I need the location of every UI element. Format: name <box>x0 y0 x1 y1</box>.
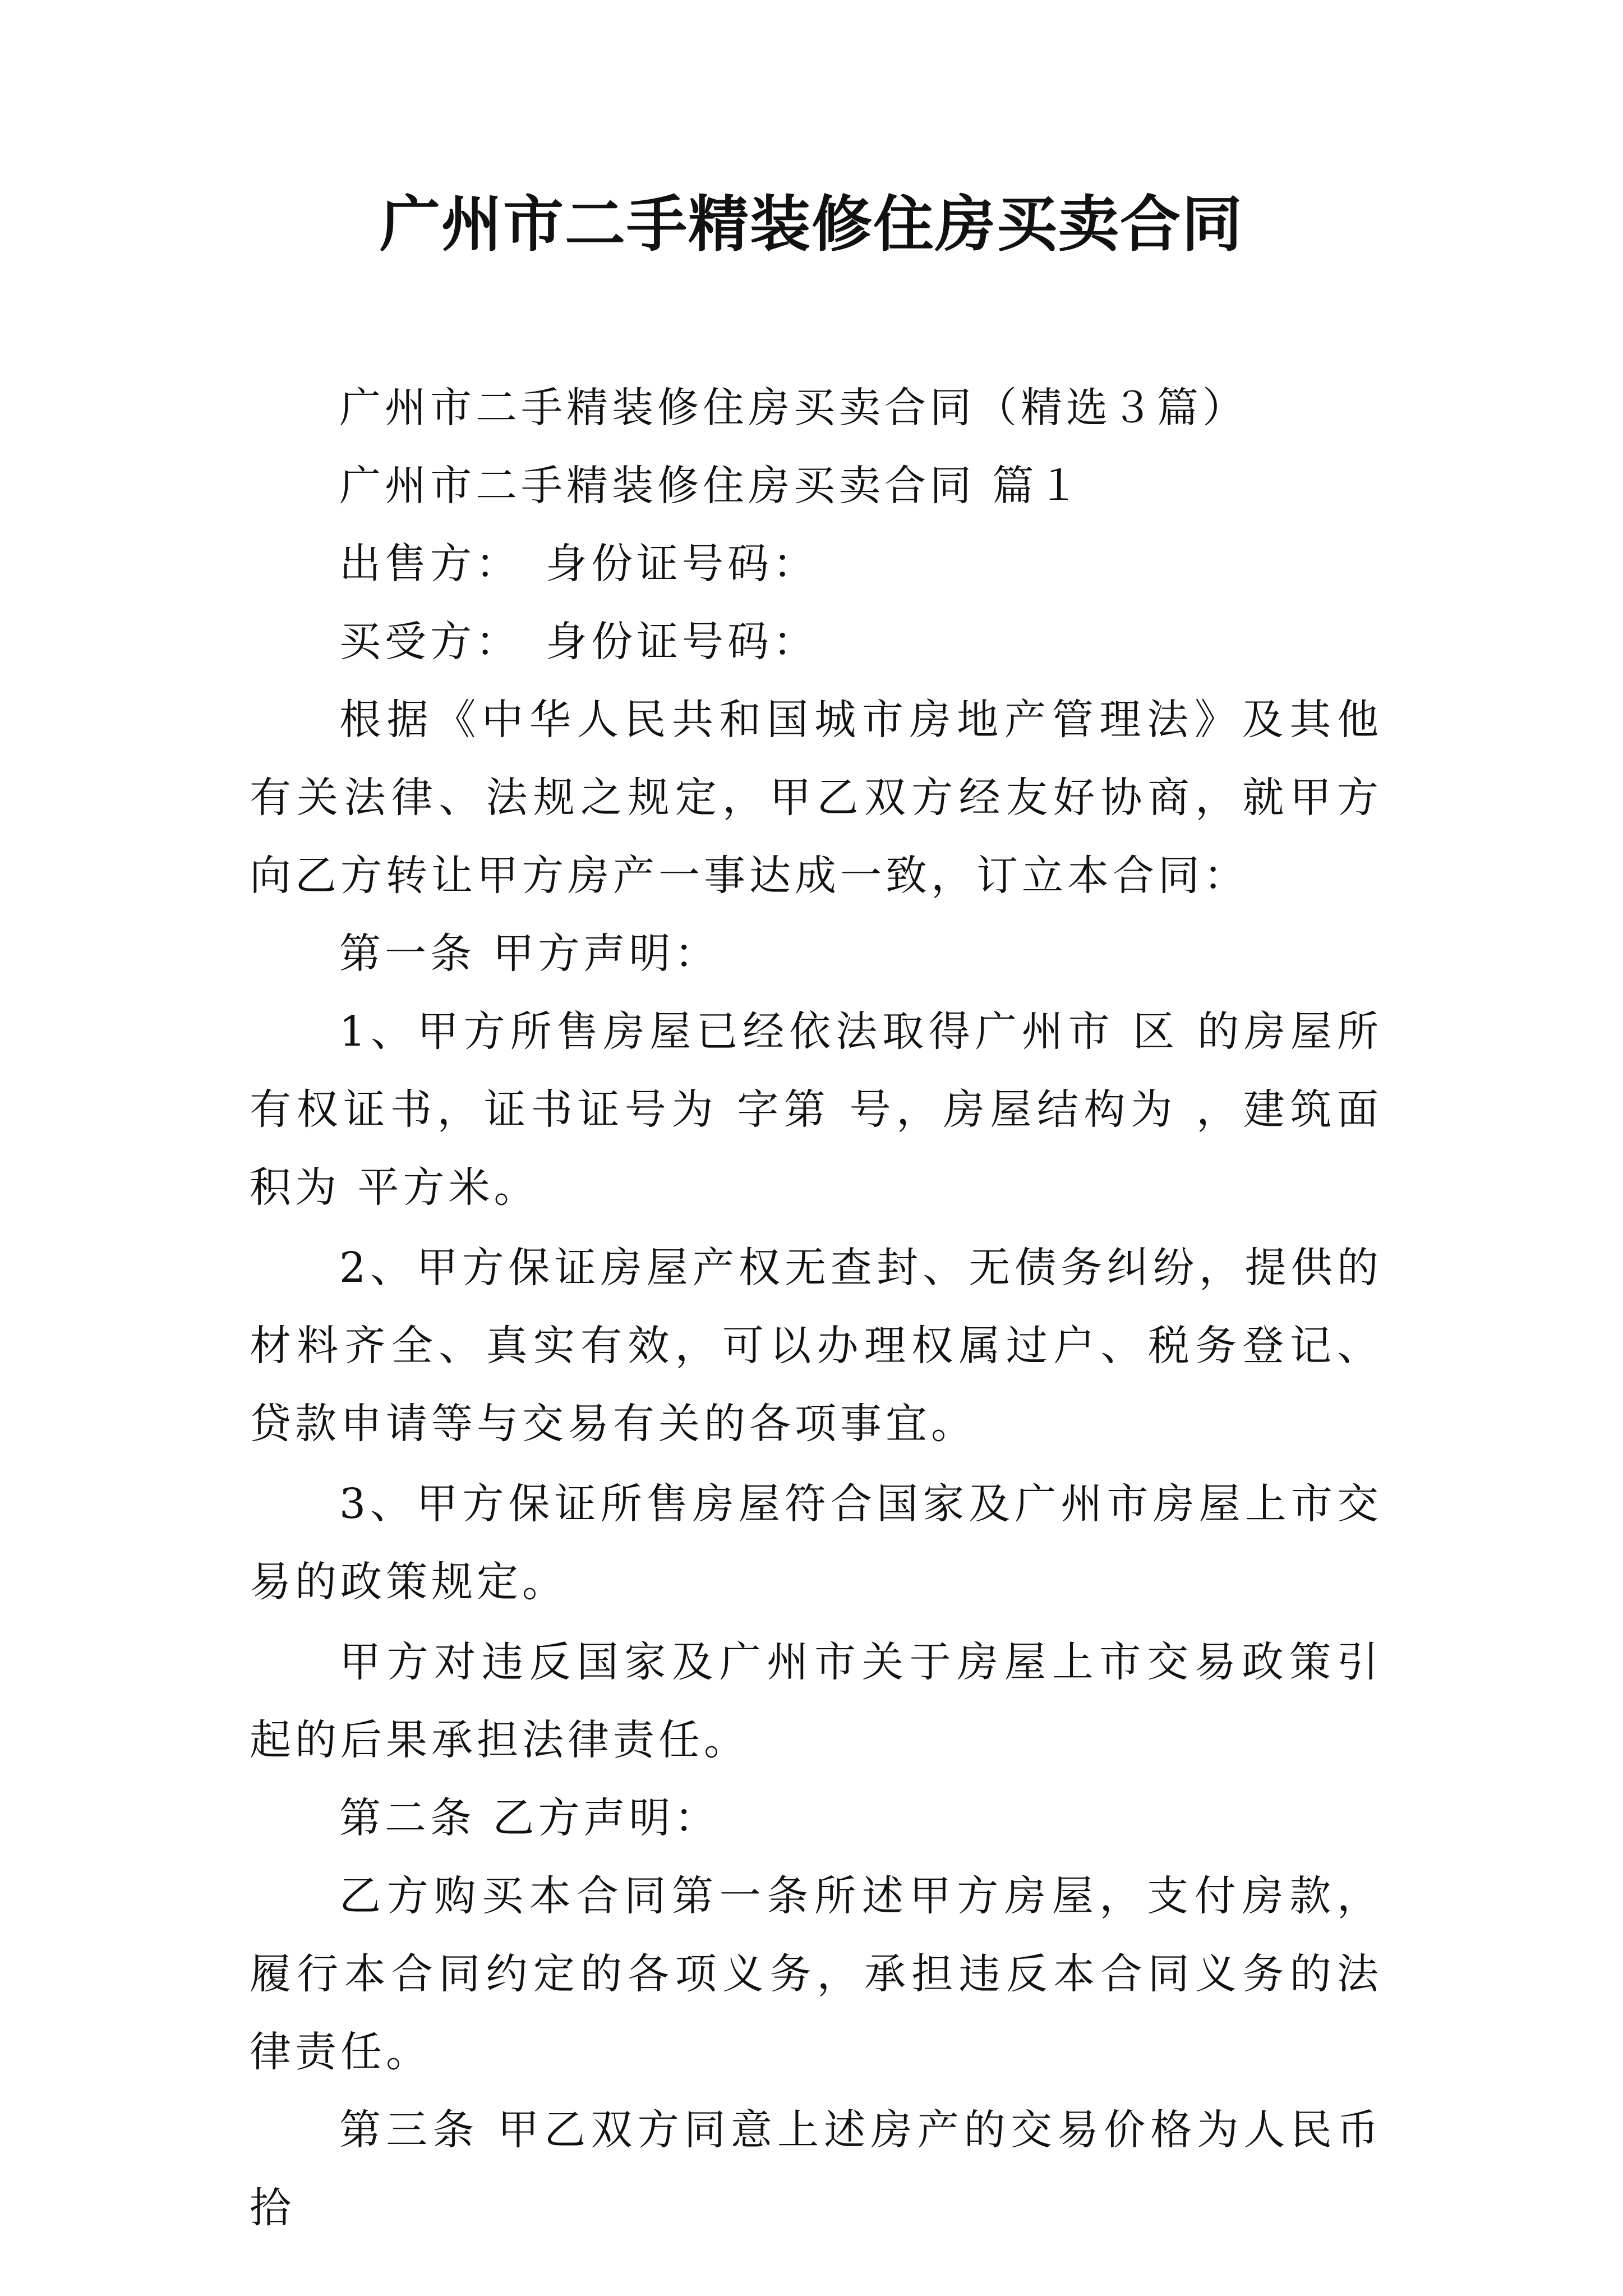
paragraph-section-heading: 广州市二手精装修住房买卖合同 篇１ <box>339 462 1083 510</box>
paragraph-article-2-body: 乙方购买本合同第一条所述甲方房屋，支付房款，履行本合同约定的各项义务，承担违反本合同义务的法律责任。 <box>250 1872 1382 2076</box>
paragraph-article-1-heading: 第一条 甲方声明： <box>339 930 720 978</box>
paragraph-article-1-item-3: 3、甲方保证所售房屋符合国家及广州市房屋上市交易的政策规定。 <box>250 1480 1382 1606</box>
paragraph-article-1-item-1: 1、甲方所售房屋已经依法取得广州市 区 的房屋所有权证书，证书证号为 字第 号，房屋结构为 ，建筑面积为 平方米。 <box>250 1007 1382 1212</box>
paragraph-buyer: 买受方： 身份证号码： <box>339 618 818 666</box>
paragraph-article-2-heading: 第二条 乙方声明： <box>339 1794 720 1842</box>
paragraph-seller: 出售方： 身份证号码： <box>339 540 818 588</box>
paragraph-article-3: 第三条 甲乙双方同意上述房产的交易价格为人民币拾 <box>250 2106 1382 2232</box>
document-title: 广州市二手精装修住房买卖合同 <box>379 189 1243 260</box>
document-body <box>250 369 1382 2247</box>
paragraph-subtitle: 广州市二手精装修住房买卖合同（精选３篇） <box>339 384 1248 432</box>
paragraph-article-1-liability: 甲方对违反国家及广州市关于房屋上市交易政策引起的后果承担法律责任。 <box>250 1638 1382 1764</box>
paragraph-article-1-item-2: 2、甲方保证房屋产权无查封、无债务纠纷，提供的材料齐全、真实有效，可以办理权属过户、税务登记、贷款申请等与交易有关的各项事宜。 <box>250 1244 1382 1448</box>
paragraph-preamble: 根据《中华人民共和国城市房地产管理法》及其他有关法律、法规之规定，甲乙双方经友好协商，就甲方向乙方转让甲方房产一事达成一致，订立本合同： <box>250 696 1382 900</box>
